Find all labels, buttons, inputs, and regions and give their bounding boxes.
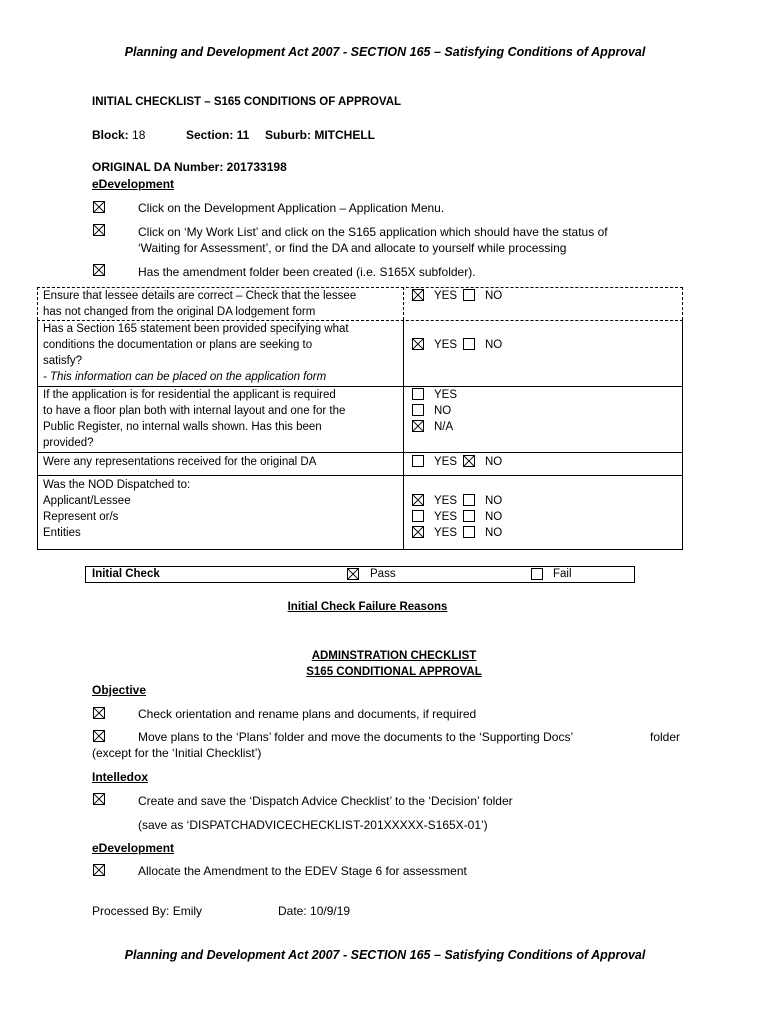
row-4-no-label: NO <box>485 456 503 468</box>
row-5b-yes-label: YES <box>434 511 458 523</box>
row-5c-no-checkbox[interactable] <box>463 526 475 538</box>
edev-item-3: Has the amendment folder been created (i.e. S165X subfolder). <box>138 265 476 279</box>
row-1-no-label: NO <box>485 290 503 302</box>
processed-by: Processed By: Emily <box>92 904 203 918</box>
section-value: 11 <box>236 128 250 142</box>
row-3-na-checkbox[interactable] <box>412 420 424 432</box>
row-3-line-4: provided? <box>43 437 94 449</box>
edev2-checkbox[interactable] <box>93 864 105 876</box>
row-5c-yes-checkbox[interactable] <box>412 526 424 538</box>
block-label: Block: <box>92 128 129 142</box>
row-5a-no-checkbox[interactable] <box>463 494 475 506</box>
row-5a-no-label: NO <box>485 495 503 507</box>
row-1-no-checkbox[interactable] <box>463 289 475 301</box>
edevelopment-heading: eDevelopment <box>92 177 175 191</box>
table-row-3-question <box>43 387 345 451</box>
edev-checkbox-2[interactable] <box>93 224 105 236</box>
edev-item-2-cont: ‘Waiting for Assessment’, or find the DA and allocate to yourself while processing <box>138 241 567 255</box>
row-2-note: - This information can be placed on the application form <box>43 371 327 383</box>
edev-item-2: Click on ‘My Work List’ and click on the S165 application which should have the status of <box>138 225 608 239</box>
row-5-line-1: Was the NOD Dispatched to: <box>43 479 191 491</box>
admin-checklist-title: ADMINSTRATION CHECKLIST <box>311 650 477 662</box>
da-number: ORIGINAL DA Number: 201733198 <box>92 160 287 174</box>
checklist-title: INITIAL CHECKLIST – S165 CONDITIONS OF APPROVAL <box>92 96 402 108</box>
row-5-line-4: Entities <box>43 527 81 539</box>
block-value: 18 <box>132 128 146 142</box>
table-row-1-question <box>43 288 356 320</box>
initial-check-label: Initial Check <box>92 568 160 580</box>
objective-item-2-cont: (except for the ‘Initial Checklist’) <box>92 746 262 760</box>
block-field <box>92 128 145 142</box>
row-1-line-2: has not changed from the original DA lodgement form <box>43 306 316 318</box>
row-4-no-checkbox[interactable] <box>463 455 475 467</box>
edev-checkbox-3[interactable] <box>93 264 105 276</box>
row-5-line-2: Applicant/Lessee <box>43 495 131 507</box>
fail-label: Fail <box>553 568 572 580</box>
objective-checkbox-1[interactable] <box>93 707 105 719</box>
row-2-line-2: conditions the documentation or plans are seeking to <box>43 339 313 351</box>
row-2-no-checkbox[interactable] <box>463 338 475 350</box>
objective-item-2-end: folder <box>650 730 681 744</box>
section-field <box>186 128 249 142</box>
row-5b-no-label: NO <box>485 511 503 523</box>
row-1-line-1: Ensure that lessee details are correct – Check that the lessee <box>43 290 357 302</box>
row-3-line-2: to have a floor plan both with internal layout and one for the <box>43 405 346 417</box>
page-footer: Planning and Development Act 2007 - SECTION 165 – Satisfying Conditions of Approval <box>124 948 646 962</box>
row-4-yes-label: YES <box>434 456 458 468</box>
row-5a-yes-checkbox[interactable] <box>412 494 424 506</box>
edev2-item: Allocate the Amendment to the EDEV Stage 6 for assessment <box>138 864 467 878</box>
row-3-line-3: Public Register, no internal walls shown. Has this been <box>43 421 322 433</box>
row-3-yes-checkbox[interactable] <box>412 388 424 400</box>
suburb-label: Suburb: <box>265 128 315 142</box>
row-3-line-1: If the application is for residential the applicant is required <box>43 389 336 401</box>
objective-heading: Objective <box>92 683 147 697</box>
row-5c-no-label: NO <box>485 527 503 539</box>
objective-item-2: Move plans to the ‘Plans’ folder and move the documents to the ‘Supporting Docs’ <box>138 730 574 744</box>
table-row-4-question: Were any representations received for the original DA <box>43 456 317 468</box>
suburb-value: MITCHELL <box>314 128 375 142</box>
row-1-yes-label: YES <box>434 290 458 302</box>
table-row-2-question <box>43 321 349 385</box>
row-5a-yes-label: YES <box>434 495 458 507</box>
table-row-5-question <box>43 477 190 541</box>
pass-label: Pass <box>370 568 396 580</box>
fail-checkbox[interactable] <box>531 568 543 580</box>
intelledox-checkbox[interactable] <box>93 793 105 805</box>
section-label: Section: <box>186 128 237 142</box>
row-3-na-label: N/A <box>434 421 454 433</box>
failure-reasons-heading: Initial Check Failure Reasons <box>287 601 448 613</box>
suburb-field <box>265 128 375 142</box>
row-2-no-label: NO <box>485 339 503 351</box>
row-3-no-label: NO <box>434 405 452 417</box>
admin-checklist-subtitle: S165 CONDITIONAL APPROVAL <box>306 666 482 678</box>
row-5b-yes-checkbox[interactable] <box>412 510 424 522</box>
edev-item-1: Click on the Development Application – Application Menu. <box>138 201 445 215</box>
row-2-line-3: satisfy? <box>43 355 82 367</box>
row-2-yes-label: YES <box>434 339 458 351</box>
page-header: Planning and Development Act 2007 - SECTION 165 – Satisfying Conditions of Approval <box>124 45 646 59</box>
row-5b-no-checkbox[interactable] <box>463 510 475 522</box>
row-5-line-3: Represent or/s <box>43 511 119 523</box>
edevelopment-heading-2: eDevelopment <box>92 841 175 855</box>
pass-checkbox[interactable] <box>347 568 359 580</box>
intelledox-item: Create and save the ‘Dispatch Advice Checklist’ to the ‘Decision’ folder <box>138 794 513 808</box>
objective-item-1: Check orientation and rename plans and documents, if required <box>138 707 477 721</box>
row-2-line-1: Has a Section 165 statement been provided specifying what <box>43 323 349 335</box>
intelledox-note: (save as ‘DISPATCHADVICECHECKLIST-201XXXXX-S165X-01’) <box>138 818 488 832</box>
intelledox-heading: Intelledox <box>92 770 149 784</box>
row-4-yes-checkbox[interactable] <box>412 455 424 467</box>
processed-date: Date: 10/9/19 <box>278 904 351 918</box>
row-1-yes-checkbox[interactable] <box>412 289 424 301</box>
row-3-no-checkbox[interactable] <box>412 404 424 416</box>
edev-checkbox-1[interactable] <box>93 201 105 213</box>
objective-checkbox-2[interactable] <box>93 730 105 742</box>
initial-check-bar <box>85 566 635 583</box>
row-2-yes-checkbox[interactable] <box>412 338 424 350</box>
row-3-yes-label: YES <box>434 389 458 401</box>
row-5c-yes-label: YES <box>434 527 458 539</box>
